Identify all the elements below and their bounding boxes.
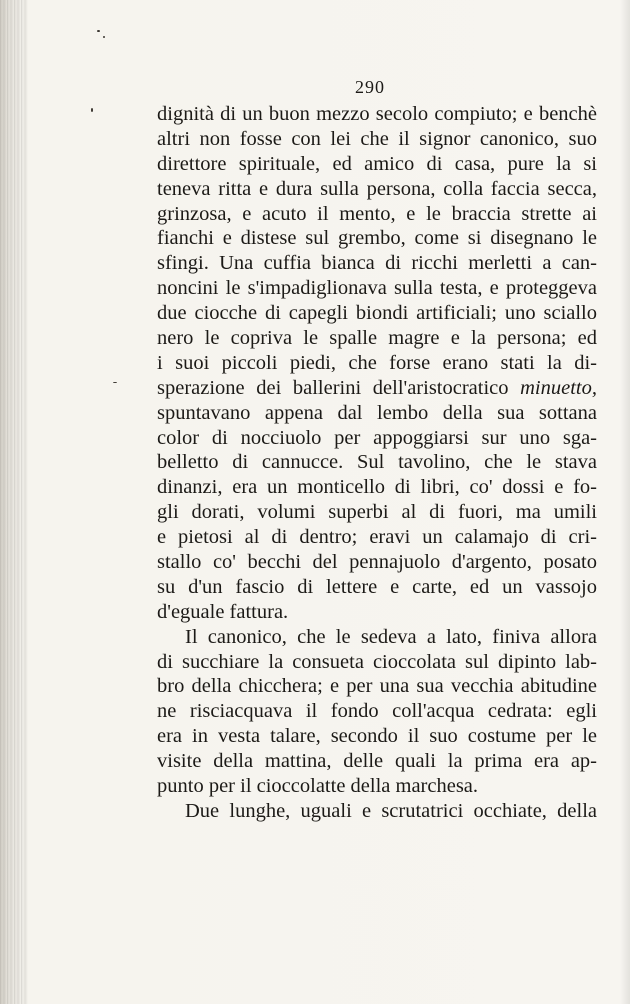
text-line: sperazione dei ballerini dell'aristocratico minuetto, <box>157 376 597 399</box>
text-line: visite della mattina, delle quali la prima era ap- <box>157 750 597 773</box>
text-line: spuntavano appena dal lembo della sua sottana <box>157 401 597 424</box>
text-line: punto per il cioccolatte della marchesa. <box>157 775 479 798</box>
text-line: stallo co' becchi del pennajuolo d'argento, posato <box>157 551 597 574</box>
text-line: bro della chicchera; e per una sua vecchia abitudine <box>157 675 597 698</box>
scan-speck <box>103 36 105 38</box>
book-spine-shadow <box>0 0 28 1004</box>
text-line: su d'un fascio di lettere e carte, ed un vassojo <box>157 575 597 598</box>
text-line: Il canonico, che le sedeva a lato, finiva allora <box>185 625 597 648</box>
text-line: nero le copriva le spalle magre e la persona; ed <box>157 327 597 350</box>
text-line: e pietosi al di dentro; eravi un calamajo di cri- <box>157 526 597 549</box>
scan-speck <box>113 382 117 383</box>
text-line: teneva ritta e dura sulla persona, colla faccia secca, <box>157 177 597 200</box>
text-line: ne risciacquava il fondo coll'acqua cedrata: egli <box>157 700 597 723</box>
text-line: dignità di un buon mezzo secolo compiuto; e benchè <box>157 103 597 125</box>
text-line: grinzosa, e acuto il mento, e le braccia strette ai <box>157 202 597 225</box>
page-number: 290 <box>355 77 385 97</box>
text-line: due ciocche di capegli biondi artificiali; uno sciallo <box>157 302 597 325</box>
text-line: sfingi. Una cuffia bianca di ricchi merletti a can- <box>157 252 597 275</box>
text-line: altri non fosse con lei che il signor canonico, suo <box>157 127 597 150</box>
text-line: d'eguale fattura. <box>157 600 289 623</box>
page-edge-shadow <box>620 0 630 1004</box>
text-line: di succhiare la consueta cioccolata sul dipinto lab- <box>157 650 597 673</box>
text-line: i suoi piccoli piedi, che forse erano stati la di- <box>157 351 597 374</box>
text-line: Due lunghe, uguali e scrutatrici occhiate, della <box>185 799 597 822</box>
text-line: color di nocciuolo per appoggiarsi sur uno sga- <box>157 426 597 449</box>
italic-word: minuetto, <box>520 376 597 399</box>
text-line: belletto di cannucce. Sul tavolino, che le stava <box>157 451 597 474</box>
text-line: fianchi e distese sul grembo, come si disegnano le <box>157 227 597 250</box>
body-text <box>157 102 597 824</box>
text-line: era in vesta talare, secondo il suo costume per le <box>157 725 597 748</box>
scan-speck <box>91 108 93 112</box>
text-line: gli dorati, volumi superbi al di fuori, ma umili <box>157 501 597 524</box>
text-line: direttore spirituale, ed amico di casa, pure la si <box>157 152 597 175</box>
scan-speck <box>97 30 100 32</box>
text-line: dinanzi, era un monticello di libri, co' dossi e fo- <box>157 476 597 499</box>
text-line: noncini le s'impadiglionava sulla testa, e proteggeva <box>157 277 597 300</box>
